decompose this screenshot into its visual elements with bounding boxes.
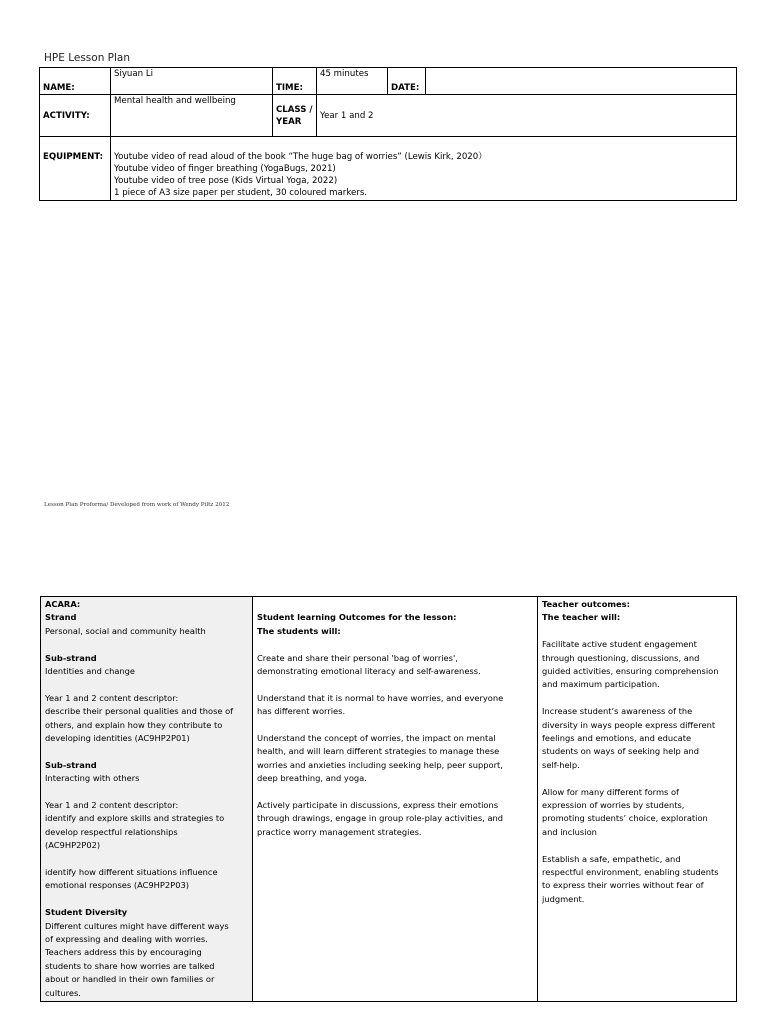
equipment-item: 1 piece of A3 size paper per student, 30 coloured markers.	[114, 188, 368, 198]
substrand-heading: Sub-strand	[45, 759, 97, 770]
text-line: and inclusion	[542, 826, 597, 837]
text-line: practice worry management strategies.	[257, 826, 422, 837]
activity-value: Mental health and wellbeing	[111, 95, 273, 137]
footer-note: Lesson Plan Proforma/ Developed from work of Wendy Piltz 2012	[44, 502, 230, 508]
text-line: develop respectful relationships	[45, 826, 178, 837]
students-will-heading: The students will:	[257, 625, 341, 636]
class-label	[273, 95, 317, 137]
text-line: Actively participate in discussions, express their emotions	[257, 800, 499, 811]
activity-label: ACTIVITY:	[40, 95, 111, 137]
date-value	[426, 68, 737, 95]
text-line: diversity in ways people express different	[542, 719, 716, 730]
student-outcomes-column	[253, 597, 538, 1002]
lesson-header-table	[39, 67, 737, 201]
content-descriptor	[45, 866, 248, 893]
text-line: students to share how worries are talked	[45, 960, 215, 971]
text-line: Allow for many different forms of	[542, 786, 679, 797]
student-outcomes-heading: Student learning Outcomes for the lesson:	[257, 612, 457, 623]
strand-value: Personal, social and community health	[45, 625, 206, 636]
substrand-value: Interacting with others	[45, 773, 140, 784]
text-line: deep breathing, and yoga.	[257, 773, 367, 784]
text-line: through questioning, discussions, and	[542, 652, 700, 663]
teacher-outcome	[542, 853, 732, 907]
teacher-outcome	[542, 786, 732, 840]
time-value: 45 minutes	[317, 68, 388, 95]
student-outcome	[257, 732, 533, 786]
teacher-outcomes-column	[538, 597, 737, 1002]
text-line: respectful environment, enabling students	[542, 867, 719, 878]
text-line: promoting students’ choice, exploration	[542, 813, 708, 824]
date-label: DATE:	[388, 68, 426, 95]
text-line: feelings and emotions, and educate	[542, 733, 692, 744]
content-descriptor	[45, 799, 248, 853]
teacher-outcomes-heading: Teacher outcomes:	[542, 599, 630, 609]
text-line: worries and anxieties including seeking help, peer support,	[257, 759, 503, 770]
text-line: Understand that it is normal to have worries, and everyone	[257, 692, 504, 703]
text-line: judgment.	[542, 893, 585, 904]
text-line: Different cultures might have different ways	[45, 920, 229, 931]
text-line: of expressing and dealing with worries.	[45, 934, 208, 945]
text-line: health, and will learn different strategies to manage these	[257, 746, 500, 757]
text-line: Year 1 and 2 content descriptor:	[45, 800, 179, 811]
text-line: cultures.	[45, 987, 81, 998]
text-line: identify and explore skills and strategies to	[45, 813, 225, 824]
text-line: has different worries.	[257, 706, 346, 717]
teacher-will-heading: The teacher will:	[542, 612, 621, 623]
acara-heading: ACARA:	[45, 599, 81, 609]
text-line: Establish a safe, empathetic, and	[542, 853, 681, 864]
acara-column	[41, 597, 253, 1002]
outcomes-table	[40, 596, 737, 1002]
equipment-item: Youtube video of finger breathing (YogaBugs, 2021)	[114, 164, 336, 174]
text-line: developing identities (AC9HP2P01)	[45, 733, 190, 744]
substrand-heading: Sub-strand	[45, 652, 97, 663]
text-line: self-help.	[542, 759, 580, 770]
text-line: Year 1 and 2 content descriptor:	[45, 692, 179, 703]
text-line: through drawings, engage in group role-play activities, and	[257, 813, 504, 824]
text-line: describe their personal qualities and those of	[45, 706, 234, 717]
text-line: and maximum participation.	[542, 679, 660, 690]
text-line: Facilitate active student engagement	[542, 639, 697, 650]
text-line: Understand the concept of worries, the impact on mental	[257, 733, 496, 743]
student-outcome	[257, 799, 533, 839]
equipment-list	[111, 137, 737, 201]
equipment-label: EQUIPMENT:	[40, 137, 111, 201]
class-label-line-2: YEAR	[276, 116, 302, 127]
text-line: emotional responses (AC9HP2P03)	[45, 880, 189, 891]
document-title: HPE Lesson Plan	[44, 52, 131, 64]
text-line: Create and share their personal 'bag of worries',	[257, 652, 458, 663]
equipment-item: Youtube video of read aloud of the book “The huge bag of worries” (Lewis Kirk, 2020）	[114, 152, 487, 162]
class-value: Year 1 and 2	[317, 95, 737, 137]
text-line: expression of worries by students,	[542, 800, 685, 811]
content-descriptor	[45, 692, 248, 746]
student-outcome	[257, 692, 533, 719]
name-label: NAME:	[40, 68, 111, 95]
text-line: demonstrating emotional literacy and self-awareness.	[257, 666, 481, 676]
substrand-value: Identities and change	[45, 666, 136, 677]
text-line: Increase student’s awareness of the	[542, 706, 693, 717]
diversity-heading: Student Diversity	[45, 907, 128, 918]
strand-heading: Strand	[45, 612, 77, 623]
time-label: TIME:	[273, 68, 317, 95]
text-line: to express their worries without fear of	[542, 880, 704, 891]
equipment-item: Youtube video of tree pose (Kids Virtual Yoga, 2022)	[114, 176, 338, 186]
teacher-outcome	[542, 638, 732, 692]
text-line: Teachers address this by encouraging	[45, 947, 202, 958]
name-value: Siyuan Li	[111, 68, 273, 95]
student-diversity	[45, 906, 248, 1000]
text-line: about or handled in their own families or	[45, 974, 215, 985]
text-line: others, and explain how they contribute to	[45, 719, 223, 730]
teacher-outcome	[542, 705, 732, 772]
text-line: (AC9HP2P02)	[45, 840, 101, 851]
class-label-line-1: CLASS /	[276, 104, 313, 115]
student-outcome	[257, 652, 533, 679]
text-line: identify how different situations influence	[45, 867, 218, 878]
text-line: students on ways of seeking help and	[542, 746, 700, 757]
text-line: guided activities, ensuring comprehension	[542, 666, 719, 677]
